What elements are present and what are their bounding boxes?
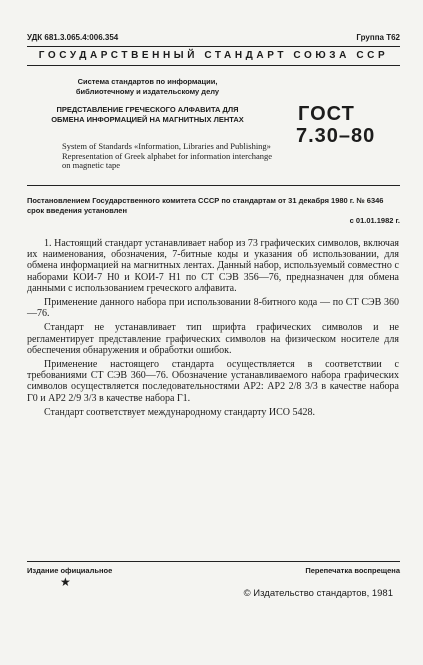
system-title: Система стандартов по информации, библиотечному и издательскому делу: [75, 77, 220, 96]
footer-rule: [27, 561, 400, 562]
body-paragraph: 1. Настоящий стандарт устанавливает набор из 73 графических символов, включая их наименования, обозначения, 7-битные коды и указания об использовании, для обмена информацией на магнитных лентах. Данный набор, используемый совместно с наборами КОИ-7 Н0 и КОИ-7 Н1 по СТ СЭВ 356—76, предназначен для обмена данными с использованием греческого алфавита.: [27, 238, 399, 294]
body-paragraph: Стандарт не устанавливает тип шрифта графических символов и не регламентирует представление графических символов на физическом носителе для обеспечения обнаружения и обработки ошибок.: [27, 322, 399, 356]
gost-label: ГОСТ: [298, 103, 355, 125]
gost-number: 7.30–80: [296, 125, 376, 147]
banner-rule: [27, 65, 400, 66]
body-paragraph: Стандарт соответствует международному стандарту ИСО 5428.: [44, 406, 316, 418]
star-icon: ★: [60, 575, 71, 589]
body-paragraph: Применение данного набора при использовании 8-битного кода — по СТ СЭВ 360—76.: [27, 297, 399, 320]
standard-banner: ГОСУДАРСТВЕННЫЙ СТАНДАРТ СОЮЗА ССР: [38, 50, 389, 61]
group-code: Группа Т62: [356, 33, 400, 42]
title-rule: [27, 185, 400, 186]
english-title: System of Standards «Information, Libraries and Publishing» Representation of Greek alphabet for information interchange on magnetic tape: [62, 141, 273, 170]
publisher-copyright: © Издательство стандартов, 1981: [243, 588, 393, 599]
body-paragraph: Применение настоящего стандарта осуществляется в соответствии с требованиями СТ СЭВ 360—76. Обозначение устанавливаемого набора графических символов осуществляется последовательностями АР2: АР2 2/8 3/3 в качестве набора Г0 и АР2 2/9 3/3 в качестве набора Г1.: [27, 359, 399, 404]
body-text: [27, 238, 399, 421]
official-edition-label: Издание официальное: [27, 566, 113, 575]
effective-date: с 01.01.1982 г.: [349, 216, 400, 225]
udk-code: УДК 681.3.065.4:006.354: [27, 33, 119, 42]
decree-text: Постановлением Государственного комитета СССР по стандартам от 31 декабря 1980 г. № 6346 срок введения установлен: [27, 196, 384, 215]
top-rule: [27, 46, 400, 47]
document-title: ПРЕДСТАВЛЕНИЕ ГРЕЧЕСКОГО АЛФАВИТА ДЛЯ ОБМЕНА ИНФОРМАЦИЕЙ НА МАГНИТНЫХ ЛЕНТАХ: [51, 105, 244, 124]
reprint-prohibited-label: Перепечатка воспрещена: [305, 566, 400, 575]
